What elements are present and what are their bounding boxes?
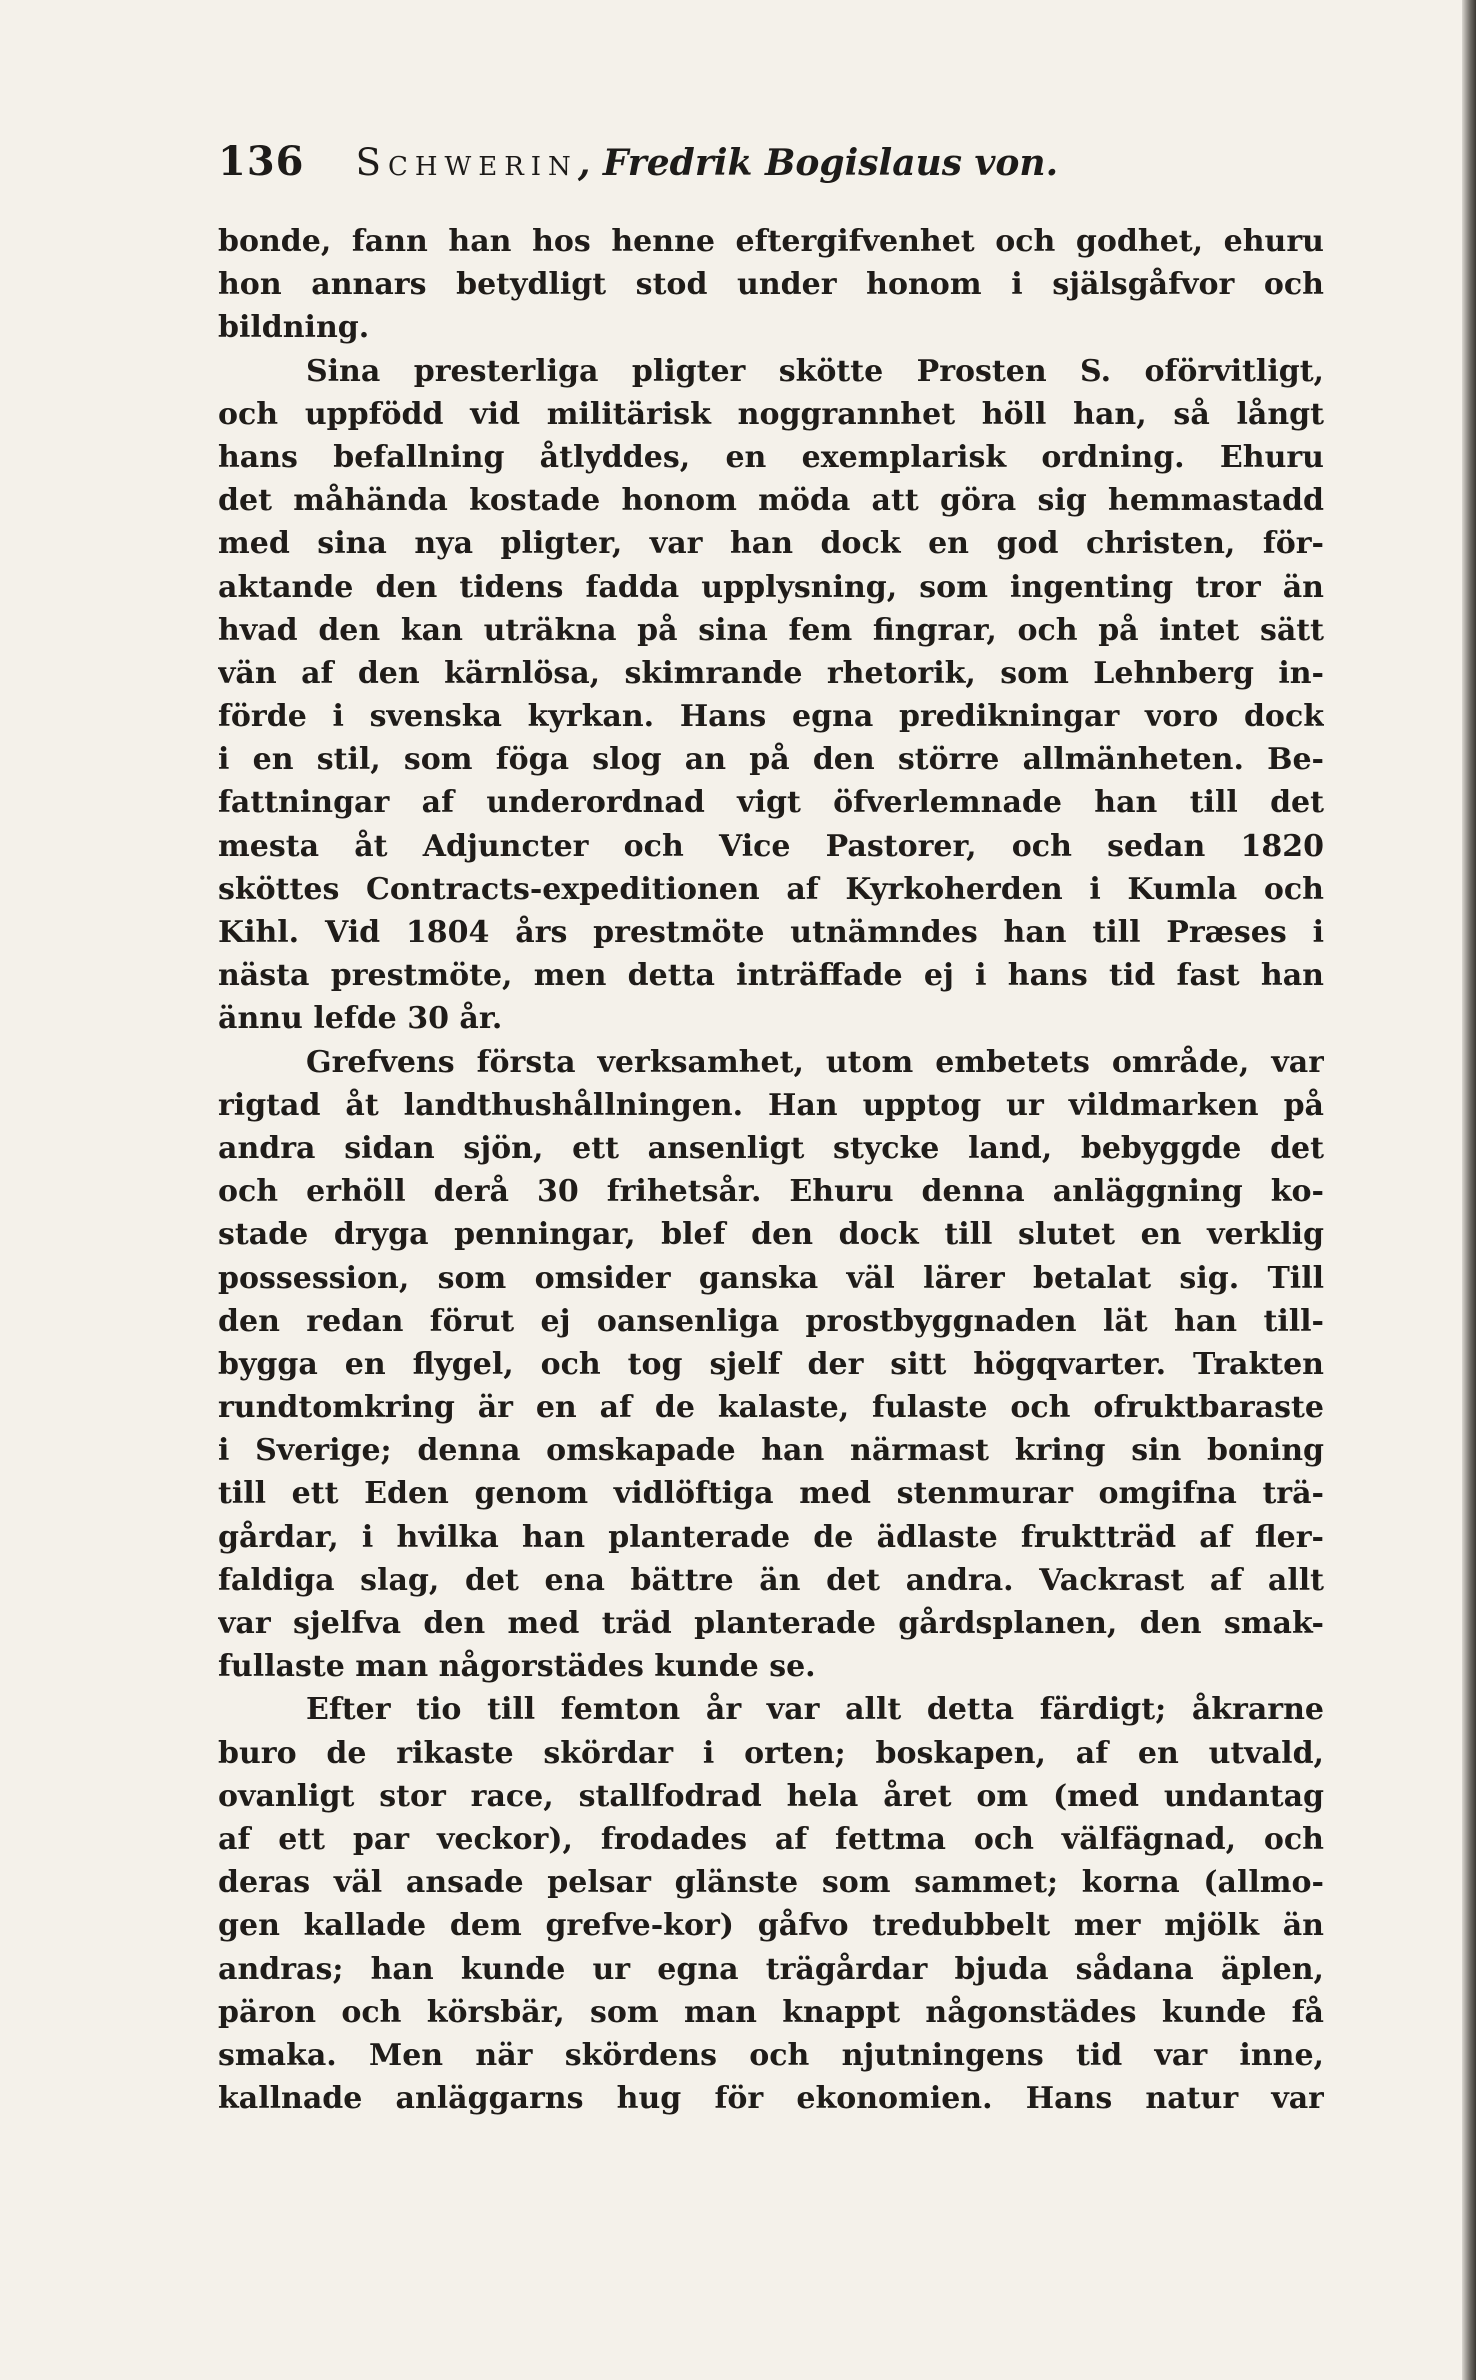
text-line: förde i svenska kyrkan. Hans egna predikningar voro dock — [218, 699, 1324, 735]
text-line: ovanligt stor race, stallfodrad hela året om (med undantag — [218, 1778, 1324, 1814]
body-text — [218, 220, 1324, 2120]
text-line: deras väl ansade pelsar glänste som sammet; korna (allmo- — [218, 1865, 1324, 1901]
text-line: gårdar, i hvilka han planterade de ädlaste fruktträd af fler- — [218, 1519, 1324, 1555]
text-line: bonde, fann han hos henne eftergifvenhet och godhet, ehuru — [218, 224, 1324, 259]
text-line: kallnade anläggarns hug för ekonomien. Hans natur var — [218, 2081, 1324, 2117]
paragraph — [218, 220, 1324, 350]
text-line: Grefvens första verksamhet, utom embetets område, var — [306, 1044, 1324, 1080]
page-edge — [1462, 0, 1476, 2380]
text-line: hvad den kan uträkna på sina fem fingrar, och på intet sätt — [218, 612, 1324, 648]
text-line: fullaste man någorstädes kunde se. — [218, 1649, 816, 1685]
text-line: och erhöll derå 30 frihetsår. Ehuru denna anläggning ko- — [218, 1174, 1324, 1210]
running-header — [218, 138, 1328, 198]
text-line: ännu lefde 30 år. — [218, 1001, 503, 1037]
text-line: rigtad åt landthushållningen. Han upptog ur vildmarken på — [218, 1087, 1324, 1123]
text-line: Sina presterliga pligter skötte Prosten S. oförvitligt, — [306, 353, 1324, 389]
paragraph — [218, 350, 1324, 1041]
text-line: Kihl. Vid 1804 års prestmöte utnämndes han till Præses i — [218, 915, 1324, 950]
text-line: mesta åt Adjuncter och Vice Pastorer, och sedan 1820 — [218, 828, 1324, 864]
text-line: Efter tio till femton år var allt detta färdigt; åkrarne — [306, 1692, 1324, 1728]
text-line: hans befallning åtlyddes, en exemplarisk ordning. Ehuru — [218, 439, 1324, 475]
text-line: päron och körsbär, som man knappt någonstädes kunde få — [218, 1994, 1324, 2030]
text-line: buro de rikaste skördar i orten; boskapen, af en utvald, — [218, 1735, 1324, 1771]
text-line: var sjelfva den med träd planterade gårdsplanen, den smak- — [218, 1606, 1324, 1641]
text-line: fattningar af underordnad vigt öfverlemnade han till det — [218, 785, 1324, 821]
paragraph — [218, 1688, 1324, 2120]
text-line: nästa prestmöte, men detta inträffade ej i hans tid fast han — [218, 958, 1324, 994]
text-line: till ett Eden genom vidlöftiga med stenmurar omgifna trä- — [218, 1476, 1324, 1512]
text-line: andras; han kunde ur egna trägårdar bjuda sådana äplen, — [218, 1951, 1324, 1987]
text-line: sköttes Contracts-expeditionen af Kyrkoherden i Kumla och — [218, 871, 1324, 907]
text-line: bildning. — [218, 310, 370, 346]
text-line: och uppfödd vid militärisk noggrannhet höll han, så långt — [218, 396, 1324, 432]
text-line: med sina nya pligter, var han dock en god christen, för- — [218, 526, 1324, 562]
text-line: andra sidan sjön, ett ansenligt stycke land, bebyggde det — [218, 1130, 1324, 1166]
text-line: det måhända kostade honom möda att göra sig hemmastadd — [218, 483, 1324, 519]
page-number: 136 — [218, 138, 305, 185]
text-line: hon annars betydligt stod under honom i själsgåfvor och — [218, 267, 1324, 303]
text-line: vän af den kärnlösa, skimrande rhetorik, som Lehnberg in- — [218, 655, 1324, 691]
text-line: stade dryga penningar, blef den dock till slutet en verklig — [218, 1217, 1324, 1253]
text-line: faldiga slag, det ena bättre än det andra. Vackrast af allt — [218, 1562, 1324, 1598]
text-line: gen kallade dem grefve-kor) gåfvo tredubbelt mer mjölk än — [218, 1908, 1324, 1944]
text-line: bygga en flygel, och tog sjelf der sitt högqvarter. Trakten — [218, 1346, 1324, 1382]
text-line: af ett par veckor), frodades af fettma och välfägnad, och — [218, 1821, 1324, 1857]
text-line: i en stil, som föga slog an på den större allmänheten. Be- — [218, 742, 1324, 778]
text-line: aktande den tidens fadda upplysning, som ingenting tror än — [218, 569, 1324, 605]
text-line: i Sverige; denna omskapade han närmast kring sin boning — [218, 1433, 1324, 1469]
running-head-name: Schwerin — [355, 141, 578, 184]
running-head-subject: , Fredrik Bogislaus von. — [577, 142, 1059, 184]
text-line: smaka. Men när skördens och njutningens tid var inne, — [218, 2037, 1324, 2073]
paragraph — [218, 1041, 1324, 1689]
text-line: rundtomkring är en af de kalaste, fulaste och ofruktbaraste — [218, 1390, 1324, 1426]
text-line: den redan förut ej oansenliga prostbyggnaden lät han till- — [218, 1303, 1324, 1339]
text-line: possession, som omsider ganska väl lärer betalat sig. Till — [218, 1260, 1324, 1296]
